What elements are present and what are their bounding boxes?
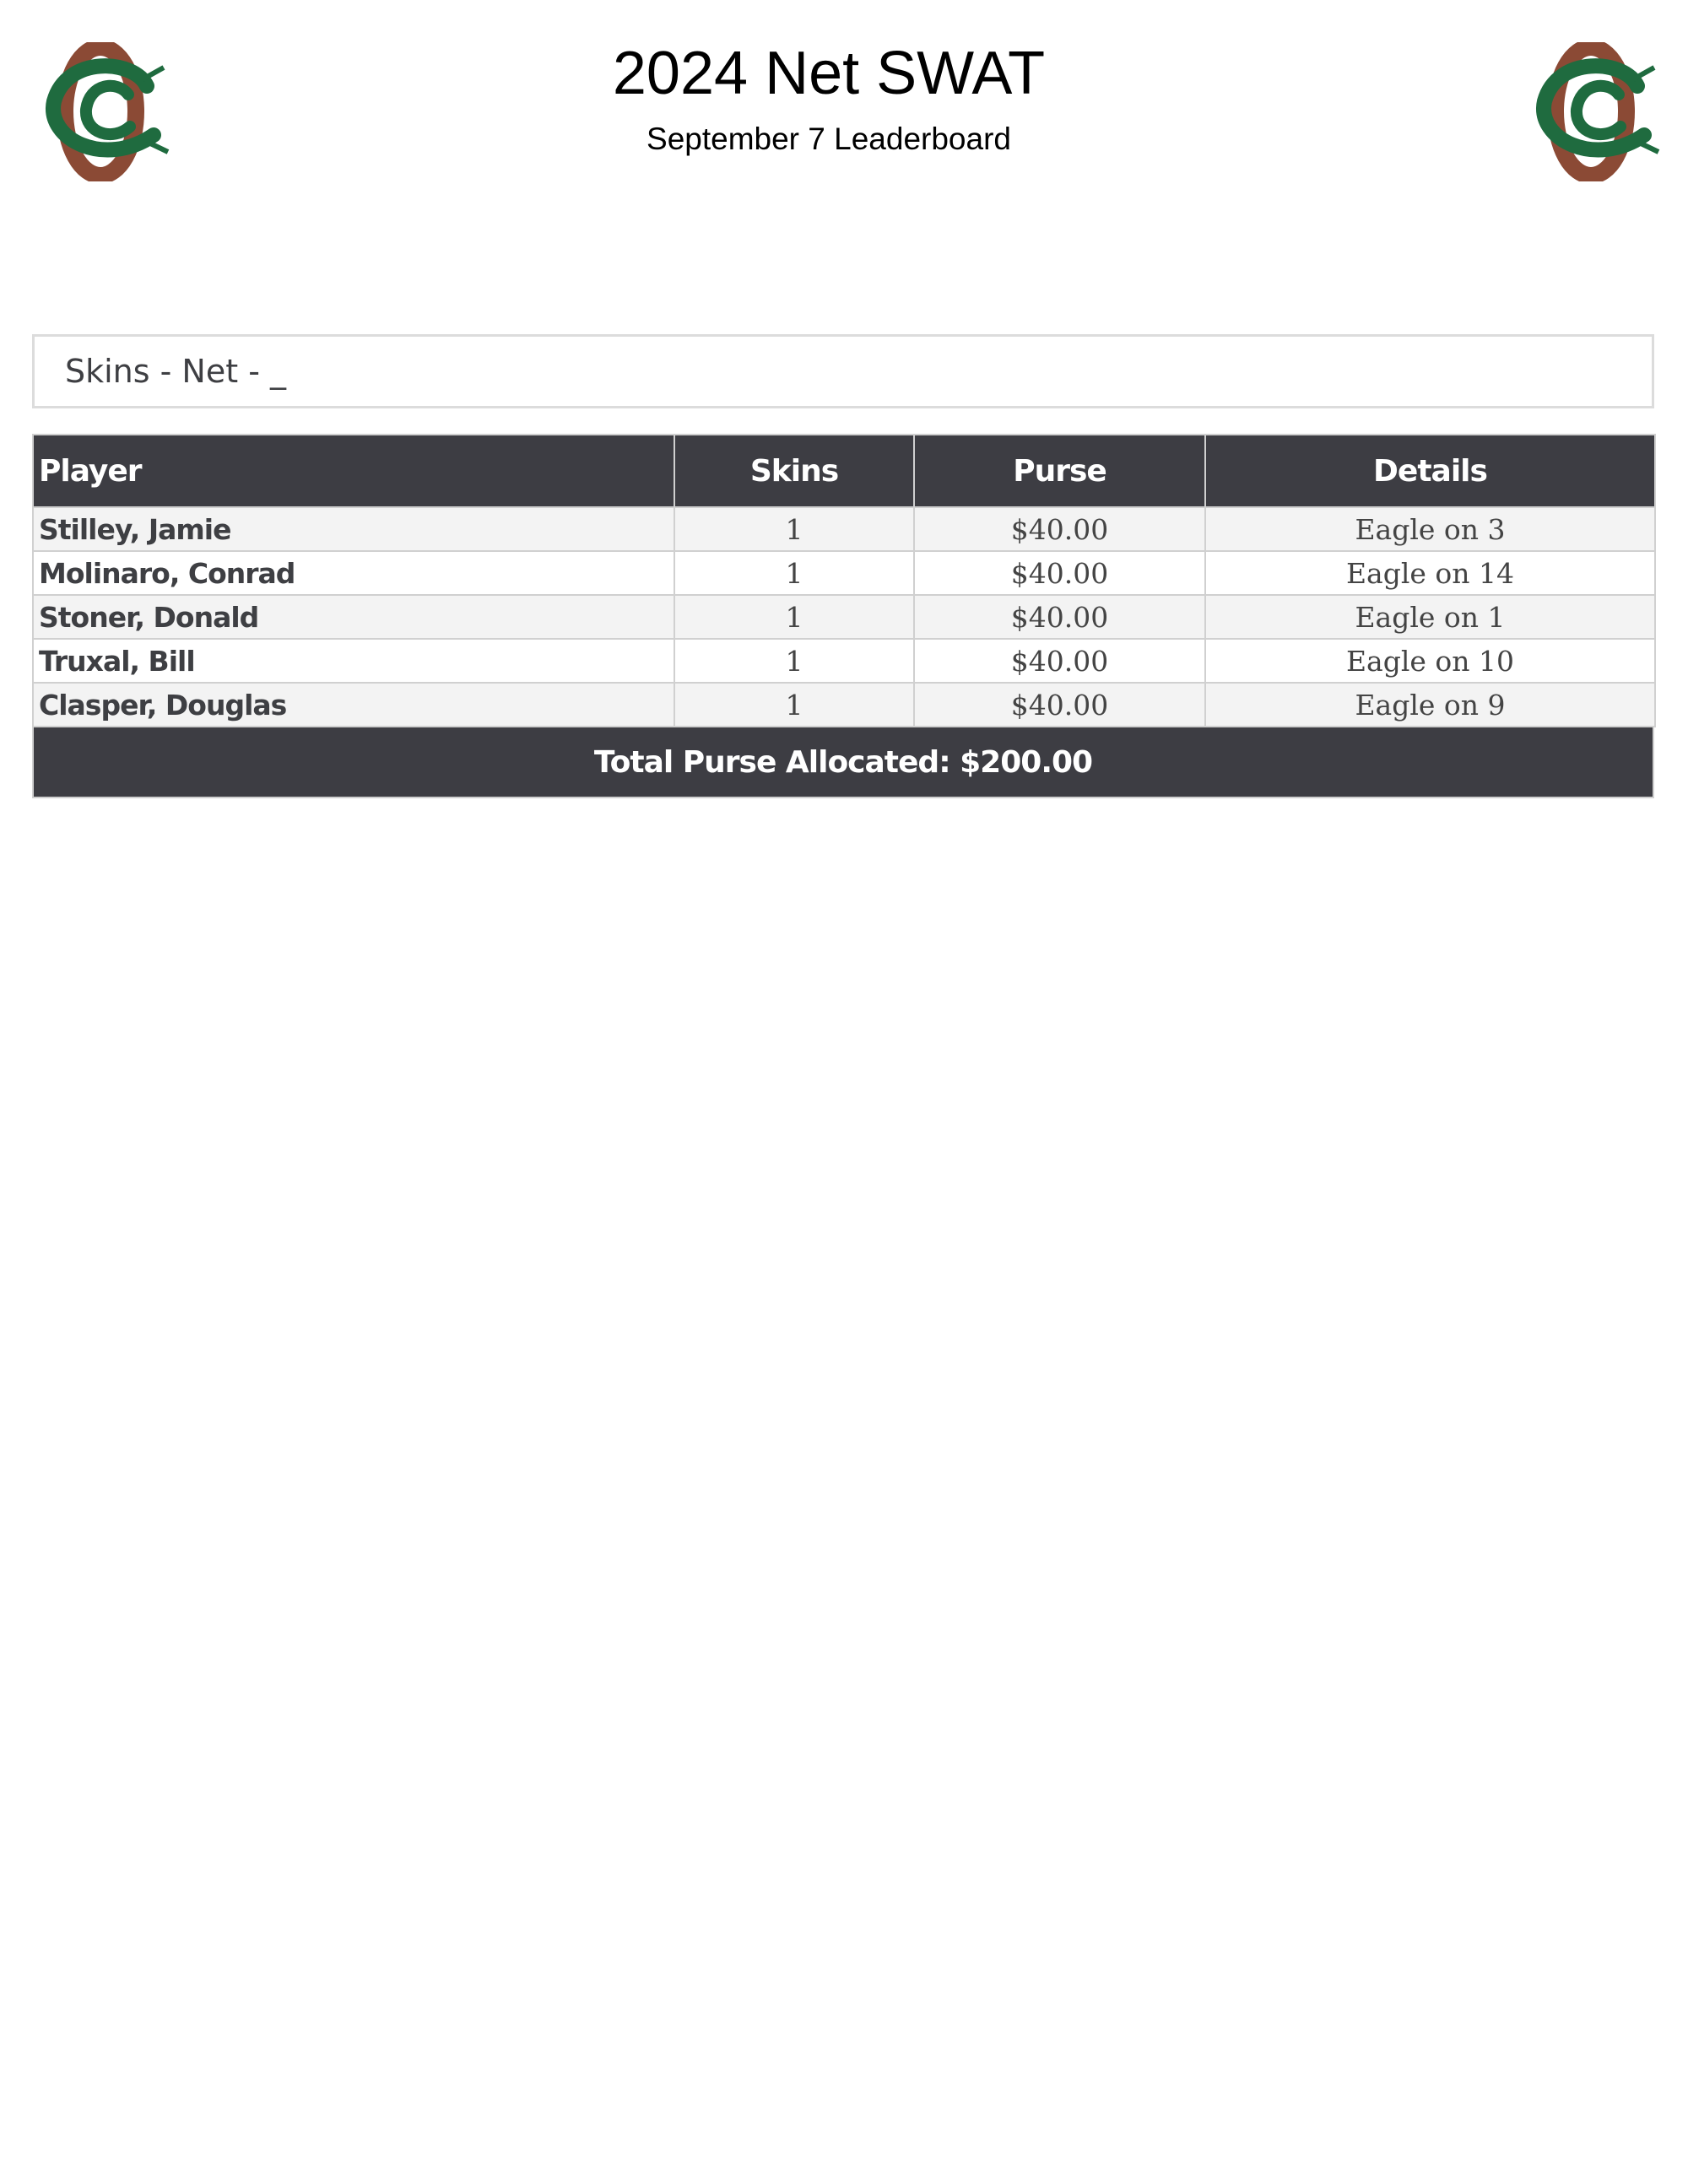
column-header-skins: Skins [674,435,914,507]
page-header [0,0,1688,194]
table-row [33,507,1655,551]
purse-amount: $40.00 [914,507,1205,551]
skins-count: 1 [674,551,914,595]
skins-count: 1 [674,507,914,551]
purse-amount: $40.00 [914,551,1205,595]
leaderboard-table [32,434,1654,798]
player-name: Clasper, Douglas [33,683,674,727]
table-row [33,683,1655,727]
skin-details: Eagle on 14 [1205,551,1655,595]
skins-count: 1 [674,639,914,683]
skin-details: Eagle on 3 [1205,507,1655,551]
skin-details: Eagle on 9 [1205,683,1655,727]
column-header-details: Details [1205,435,1655,507]
skins-count: 1 [674,595,914,639]
section-heading [32,334,1654,408]
table-header-row [33,435,1655,507]
skins-count: 1 [674,683,914,727]
total-purse-footer [32,727,1654,798]
skin-details: Eagle on 1 [1205,595,1655,639]
player-name: Stilley, Jamie [33,507,674,551]
purse-amount: $40.00 [914,639,1205,683]
player-name: Stoner, Donald [33,595,674,639]
table-row [33,551,1655,595]
column-header-player: Player [33,435,674,507]
page-subtitle: September 7 Leaderboard [647,122,1011,156]
skins-table [32,434,1656,727]
purse-amount: $40.00 [914,595,1205,639]
total-purse-label: Total Purse Allocated: $200.00 [593,744,1093,780]
table-row [33,639,1655,683]
purse-amount: $40.00 [914,683,1205,727]
page-title: 2024 Net SWAT [612,40,1046,107]
table-row [33,595,1655,639]
player-name: Molinaro, Conrad [33,551,674,595]
column-header-purse: Purse [914,435,1205,507]
section-label: Skins - Net - _ [65,353,287,390]
skin-details: Eagle on 10 [1205,639,1655,683]
player-name: Truxal, Bill [33,639,674,683]
